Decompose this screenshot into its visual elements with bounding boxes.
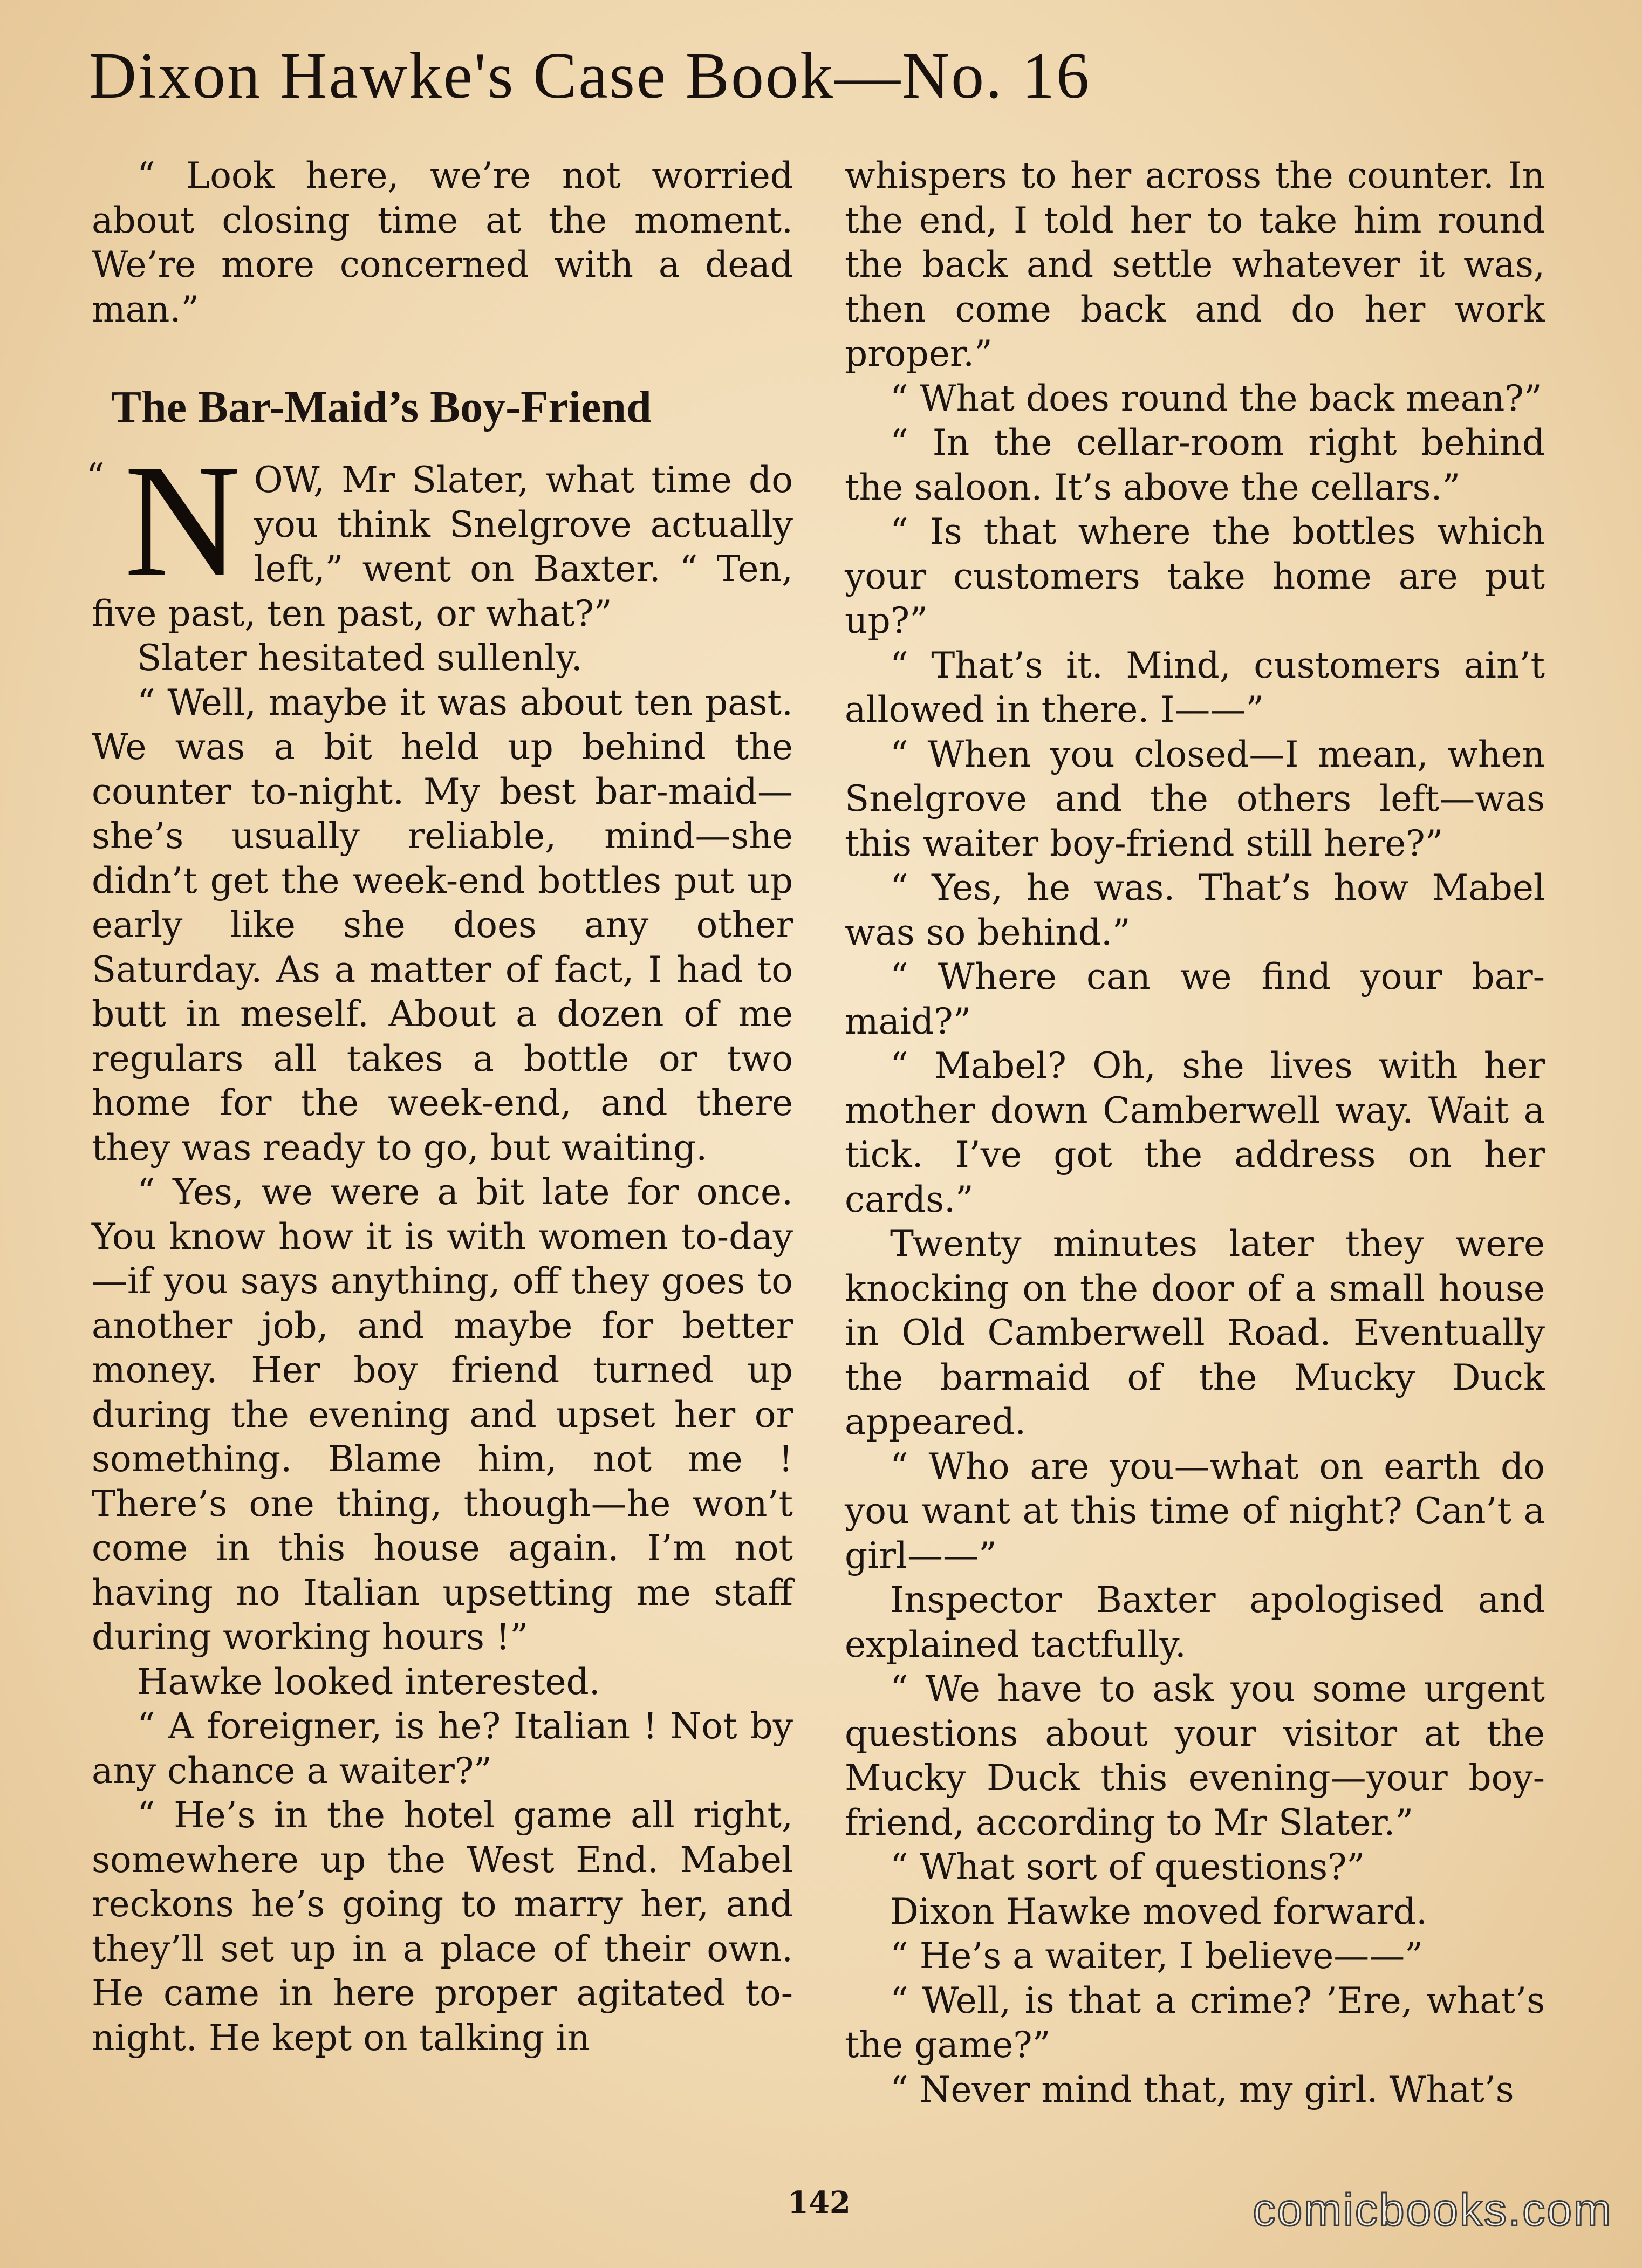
paragraph: “ He’s in the hotel game all right, somewhere up the West End. Mabel reckons he’s going to marry her, and they’ll set up in a place of their own. He came in here proper agitated to-night. He kept on talking in xyxy=(92,1794,793,2059)
paragraph: “ Yes, he was. That’s how Mabel was so behind.” xyxy=(845,867,1545,953)
paragraph: “ He’s a waiter, I believe——” xyxy=(890,1935,1424,1977)
paragraph: “ Where can we find your bar-maid?” xyxy=(845,956,1545,1042)
paragraph: “ When you closed—I mean, when Snelgrove and the others left—was this waiter boy-friend still here?” xyxy=(845,733,1545,864)
paragraph: whispers to her across the counter. In the end, I told her to take him round the back and settle whatever it was, then come back and do her work proper.” xyxy=(845,155,1545,374)
paragraph: “ That’s it. Mind, customers ain’t allowed in there. I——” xyxy=(845,644,1545,730)
paragraph: “ Look here, we’re not worried about closing time at the moment. We’re more concerned with a dead man.” xyxy=(92,155,793,330)
paragraph: “ Who are you—what on earth do you want at this time of night? Can’t a girl——” xyxy=(845,1445,1545,1576)
paragraph: Twenty minutes later they were knocking on the door of a small house in Old Camberwell Road. Eventually the barmaid of the Mucky Duck appeared. xyxy=(845,1223,1545,1443)
paragraph: “ Well, maybe it was about ten past. We was a bit held up behind the counter to-night. My best bar-maid—she’s usually reliable, mind—she didn’t get the week-end bottles put up early like she does any other Saturday. As a matter of fact, I had to butt in meself. About a dozen of me regulars all takes a bottle or two home for the week-end, and there they was ready to go, but waiting. xyxy=(92,681,793,1169)
page-number: 142 xyxy=(788,2185,851,2221)
paragraph: “ A foreigner, is he? Italian ! Not by any chance a waiter?” xyxy=(92,1705,793,1792)
paragraph: “ Well, is that a crime? ’Ere, what’s the game?” xyxy=(845,1979,1545,2066)
paragraph: “ Yes, we were a bit late for once. You know how it is with women to-day—if you says anything, off they goes to another job, and maybe for better money. Her boy friend turned up during the evening and upset her or something. Blame him, not me ! There’s one thing, though—he won’t come in this house again. I’m not having no Italian upsetting me staff during working hours !” xyxy=(92,1171,793,1658)
drop-cap-paragraph xyxy=(86,431,793,636)
paragraph: Hawke looked interested. xyxy=(137,1661,600,1703)
page-header-title: Dixon Hawke's Case Book—No. 16 xyxy=(89,39,1091,112)
left-column xyxy=(86,154,793,2060)
right-column xyxy=(845,154,1545,2112)
paragraph: “ What does round the back mean?” xyxy=(890,377,1542,419)
drop-cap-letter: N xyxy=(124,431,241,610)
paragraph: “ Never mind that, my girl. What’s xyxy=(890,2068,1514,2110)
paragraph: “ Is that where the bottles which your customers take home are put up?” xyxy=(845,511,1545,641)
paragraph: “ We have to ask you some urgent questions about your visitor at the Mucky Duck this evening—your boy-friend, according to Mr Slater.” xyxy=(845,1668,1545,1843)
paragraph: Slater hesitated sullenly. xyxy=(137,637,583,679)
site-watermark: comicbooks.com xyxy=(1253,2184,1613,2235)
paragraph: Inspector Baxter apologised and explained tactfully. xyxy=(845,1579,1545,1665)
paragraph: “ In the cellar-room right behind the saloon. It’s above the cellars.” xyxy=(845,422,1545,508)
paragraph: “ What sort of questions?” xyxy=(890,1846,1365,1888)
paragraph: Dixon Hawke moved forward. xyxy=(890,1890,1428,1932)
drop-cap-open-quote: “ xyxy=(86,456,105,497)
section-heading: The Bar-Maid’s Boy-Friend xyxy=(111,382,652,432)
paragraph: OW, Mr Slater, what time do you think Snelgrove actually left,” went on Baxter. “ Ten, five past, ten past, or what?” xyxy=(92,459,793,634)
paragraph: “ Mabel? Oh, she lives with her mother down Camberwell way. Wait a tick. I’ve got the address on her cards.” xyxy=(845,1045,1545,1220)
